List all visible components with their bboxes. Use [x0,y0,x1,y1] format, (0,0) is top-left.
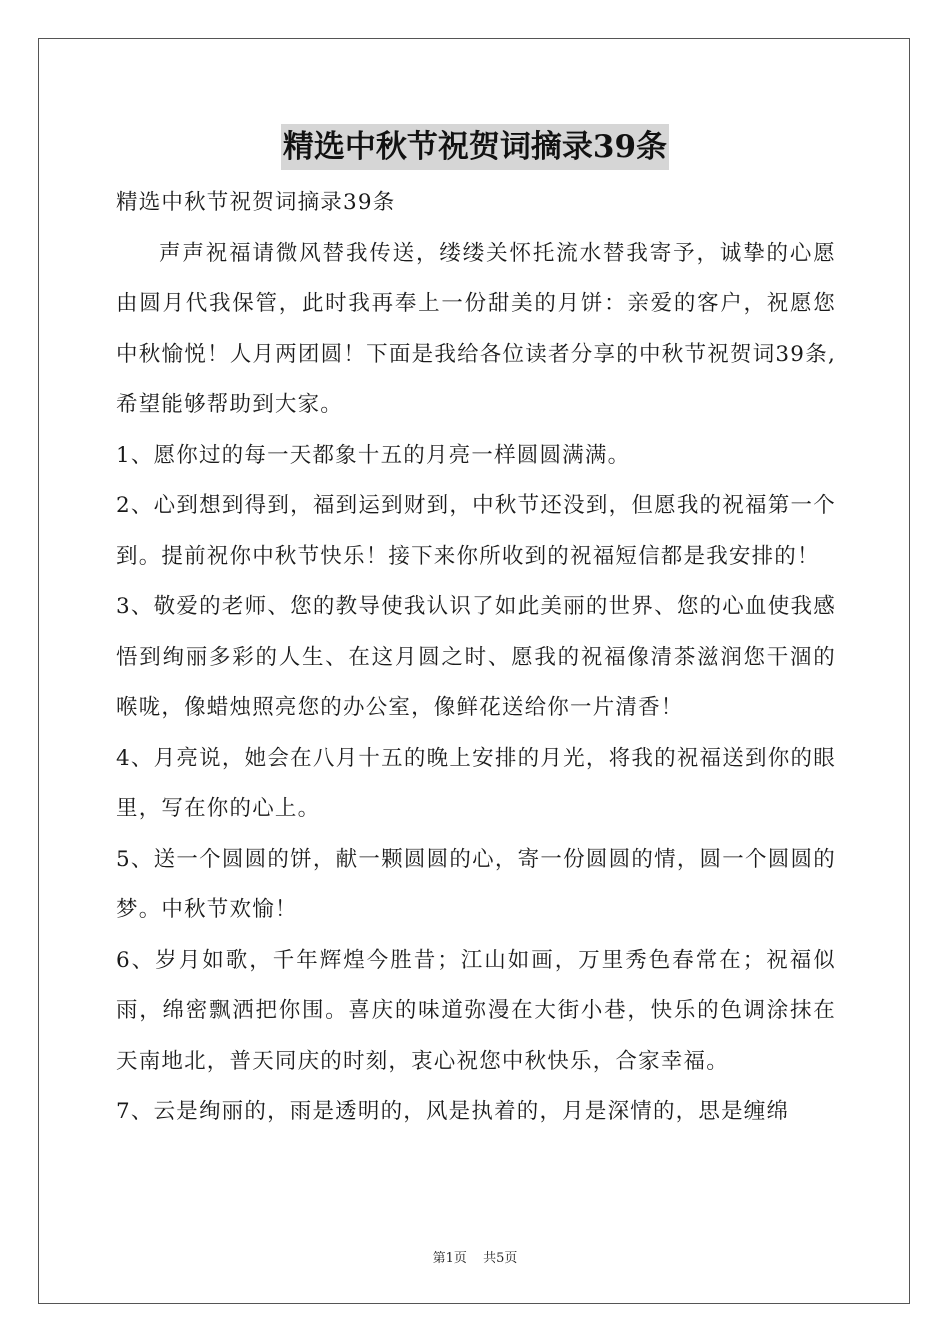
title-container [0,124,950,170]
list-item: 5、送一个圆圆的饼，献一颗圆圆的心，寄一份圆圆的情，圆一个圆圆的梦。中秋节欢愉！ [116,846,836,922]
document-subtitle: 精选中秋节祝贺词摘录39条 [116,190,396,215]
page-total: 共5页 [483,1251,518,1266]
document-title: 精选中秋节祝贺词摘录39条 [281,124,669,170]
list-item: 7、云是绚丽的，雨是透明的，风是执着的，月是深情的，思是缠绵 [116,1099,790,1124]
list-item: 2、心到想到得到，福到运到财到，中秋节还没到，但愿我的祝福第一个到。提前祝你中秋节快乐！接下来你所收到的祝福短信都是我安排的！ [116,493,836,569]
list-item: 6、岁月如歌，千年辉煌今胜昔；江山如画，万里秀色春常在；祝福似雨，绵密飘洒把你围。喜庆的味道弥漫在大街小巷，快乐的色调涂抹在天南地北，普天同庆的时刻，衷心祝您中秋快乐，合家幸福。 [116,947,836,1074]
list-item: 3、敬爱的老师、您的教导使我认识了如此美丽的世界、您的心血使我感悟到绚丽多彩的人生、在这月圆之时、愿我的祝福像清茶滋润您干涸的喉咙，像蜡烛照亮您的办公室，像鲜花送给你一片清香！ [116,594,836,720]
list-item: 4、月亮说，她会在八月十五的晚上安排的月光，将我的祝福送到你的眼里，写在你的心上。 [116,745,836,821]
list-item: 1、愿你过的每一天都象十五的月亮一样圆圆满满。 [116,442,631,468]
document-body [116,178,836,1138]
page-number: 第1页 [432,1251,467,1266]
page-footer [0,1247,950,1266]
intro-paragraph: 声声祝福请微风替我传送，缕缕关怀托流水替我寄予，诚挚的心愿由圆月代我保管，此时我再奉上一份甜美的月饼：亲爱的客户，祝愿您中秋愉悦！人月两团圆！下面是我给各位读者分享的中秋节祝贺词39条,希望能够帮助到大家。 [116,240,836,417]
